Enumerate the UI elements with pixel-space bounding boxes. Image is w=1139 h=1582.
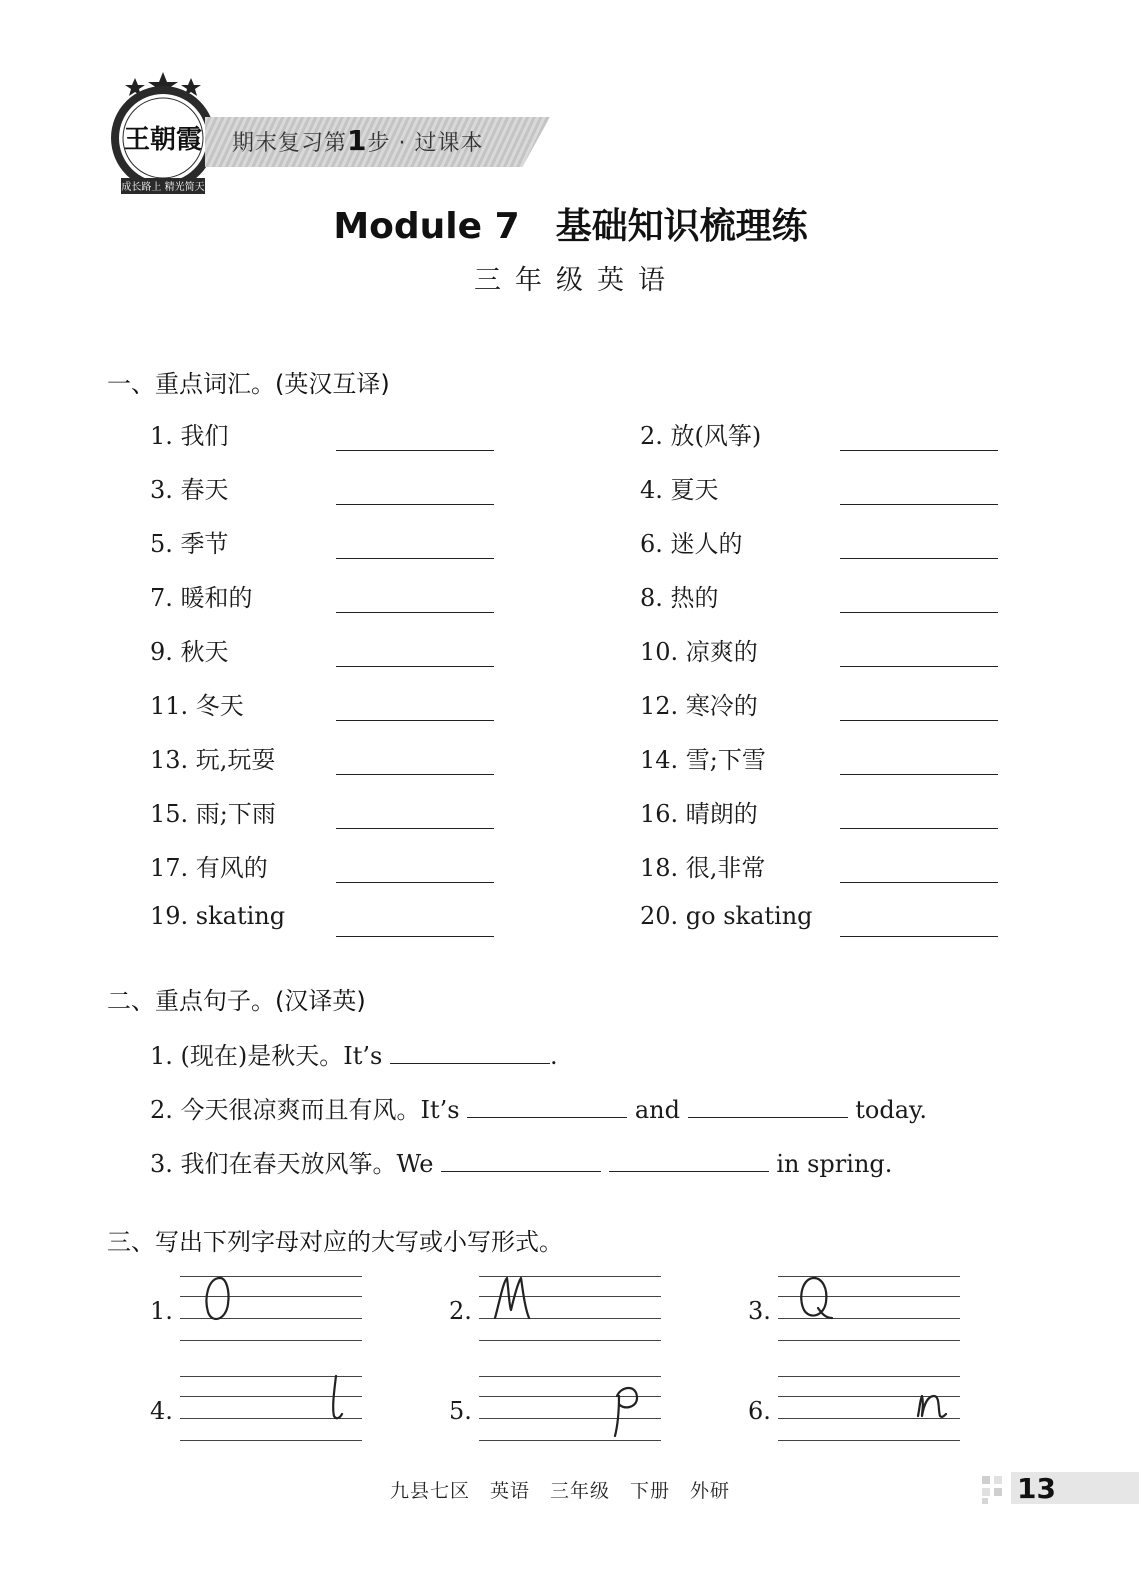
step-banner-text bbox=[232, 124, 483, 157]
letter-exercise-number: 5. bbox=[449, 1397, 472, 1425]
handwritten-letter-Q bbox=[796, 1274, 836, 1342]
letter-exercise-number: 6. bbox=[748, 1397, 771, 1425]
vocab-answer-blank[interactable] bbox=[336, 692, 494, 721]
sentence-2-text: 2. 今天很凉爽而且有风。It’s bbox=[150, 1096, 468, 1124]
sentence-2-blank-a[interactable] bbox=[467, 1095, 627, 1118]
vocab-answer-blank[interactable] bbox=[840, 530, 998, 559]
vocab-item-label: 15. 雨;下雨 bbox=[150, 800, 276, 828]
sentence-2-end: today. bbox=[847, 1096, 928, 1124]
four-line-grid[interactable] bbox=[180, 1376, 362, 1446]
vocab-item-label: 19. skating bbox=[150, 902, 286, 930]
sentence-2-blank-b[interactable] bbox=[688, 1095, 848, 1118]
vocab-answer-blank[interactable] bbox=[336, 422, 494, 451]
letter-exercise-number: 1. bbox=[150, 1297, 173, 1325]
banner-prefix: 期末复习第 bbox=[232, 131, 348, 156]
vocab-answer-blank[interactable] bbox=[840, 422, 998, 451]
vocab-item-label: 17. 有风的 bbox=[150, 854, 268, 882]
badge-slogan: 成长路上 精光简天 bbox=[121, 182, 205, 193]
vocab-answer-blank[interactable] bbox=[336, 584, 494, 613]
vocab-answer-blank[interactable] bbox=[336, 530, 494, 559]
vocab-answer-blank[interactable] bbox=[336, 638, 494, 667]
vocab-item-label: 12. 寒冷的 bbox=[640, 692, 758, 720]
sentence-3-end: in spring. bbox=[768, 1150, 893, 1178]
vocab-item-label: 10. 凉爽的 bbox=[640, 638, 758, 666]
vocab-answer-blank[interactable] bbox=[840, 476, 998, 505]
vocab-answer-blank[interactable] bbox=[840, 746, 998, 775]
four-line-grid[interactable] bbox=[778, 1376, 960, 1446]
vocab-answer-blank[interactable] bbox=[336, 746, 494, 775]
four-line-grid[interactable] bbox=[180, 1276, 362, 1346]
letter-exercise-item bbox=[150, 1376, 390, 1448]
sentence-3-text: 3. 我们在春天放风筝。We bbox=[150, 1150, 442, 1178]
vocab-item-label: 7. 暖和的 bbox=[150, 584, 253, 612]
vocab-item-label: 1. 我们 bbox=[150, 422, 229, 450]
handwritten-letter-M bbox=[493, 1274, 533, 1342]
vocab-answer-blank[interactable] bbox=[336, 854, 494, 883]
section1-heading: 一、重点词汇。(英汉互译) bbox=[107, 370, 390, 398]
letter-exercise-number: 2. bbox=[449, 1297, 472, 1325]
letter-exercise-item bbox=[449, 1376, 689, 1448]
banner-step-number: 1 bbox=[347, 124, 368, 157]
sentence-3-blank-b[interactable] bbox=[609, 1149, 769, 1172]
sentence-1-text: 1. (现在)是秋天。It’s bbox=[150, 1042, 390, 1070]
vocab-answer-blank[interactable] bbox=[336, 476, 494, 505]
sentence-2 bbox=[150, 1090, 927, 1125]
page-subtitle: 三年级英语 bbox=[474, 265, 679, 296]
section2-heading: 二、重点句子。(汉译英) bbox=[107, 987, 366, 1015]
four-line-grid[interactable] bbox=[479, 1376, 661, 1446]
letter-exercise-item bbox=[150, 1276, 390, 1348]
vocab-item-label: 20. go skating bbox=[640, 902, 813, 930]
four-line-grid[interactable] bbox=[778, 1276, 960, 1346]
letter-exercise-number: 3. bbox=[748, 1297, 771, 1325]
letter-exercise-item bbox=[449, 1276, 689, 1348]
vocab-item-label: 8. 热的 bbox=[640, 584, 719, 612]
sentence-3 bbox=[150, 1144, 892, 1179]
banner-suffix: 步 · 过课本 bbox=[367, 131, 484, 156]
letter-exercise-item bbox=[748, 1376, 988, 1448]
vocab-item-label: 6. 迷人的 bbox=[640, 530, 743, 558]
letter-exercise-item bbox=[748, 1276, 988, 1348]
page-title: Module 7 基础知识梳理练 bbox=[333, 206, 808, 247]
vocab-answer-blank[interactable] bbox=[336, 908, 494, 937]
vocab-answer-blank[interactable] bbox=[336, 800, 494, 829]
section3-heading: 三、写出下列字母对应的大写或小写形式。 bbox=[107, 1228, 563, 1256]
vocab-item-label: 3. 春天 bbox=[150, 476, 229, 504]
page-corner-dots bbox=[980, 1474, 1010, 1504]
vocab-item-label: 16. 晴朗的 bbox=[640, 800, 758, 828]
vocab-item-label: 9. 秋天 bbox=[150, 638, 229, 666]
vocab-answer-blank[interactable] bbox=[840, 854, 998, 883]
sentence-2-mid: and bbox=[627, 1096, 688, 1124]
handwritten-letter-O bbox=[202, 1274, 242, 1342]
vocab-answer-blank[interactable] bbox=[840, 584, 998, 613]
vocab-answer-blank[interactable] bbox=[840, 800, 998, 829]
sentence-3-mid bbox=[601, 1150, 609, 1178]
handwritten-letter-n bbox=[916, 1374, 956, 1442]
vocab-item-label: 13. 玩,玩耍 bbox=[150, 746, 276, 774]
vocab-item-label: 18. 很,非常 bbox=[640, 854, 766, 882]
page-number-box bbox=[1011, 1472, 1139, 1504]
vocab-item-label: 11. 冬天 bbox=[150, 692, 244, 720]
handwritten-letter-p bbox=[611, 1374, 651, 1442]
sentence-3-blank-a[interactable] bbox=[441, 1149, 601, 1172]
sentence-1-blank[interactable] bbox=[390, 1041, 550, 1064]
page-number: 13 bbox=[1017, 1472, 1056, 1505]
vocab-item-label: 4. 夏天 bbox=[640, 476, 719, 504]
letter-exercise-number: 4. bbox=[150, 1397, 173, 1425]
handwritten-letter-l bbox=[330, 1374, 370, 1442]
vocab-answer-blank[interactable] bbox=[840, 638, 998, 667]
vocab-item-label: 14. 雪;下雪 bbox=[640, 746, 766, 774]
vocab-item-label: 5. 季节 bbox=[150, 530, 229, 558]
vocab-item-label: 2. 放(风筝) bbox=[640, 422, 762, 450]
four-line-grid[interactable] bbox=[479, 1276, 661, 1346]
vocab-answer-blank[interactable] bbox=[840, 908, 998, 937]
sentence-1 bbox=[150, 1036, 558, 1071]
sentence-1-end: . bbox=[549, 1042, 558, 1070]
footer-text: 九县七区 英语 三年级 下册 外研 bbox=[390, 1480, 731, 1502]
brand-name: 王朝霞 bbox=[123, 125, 203, 155]
vocab-answer-blank[interactable] bbox=[840, 692, 998, 721]
